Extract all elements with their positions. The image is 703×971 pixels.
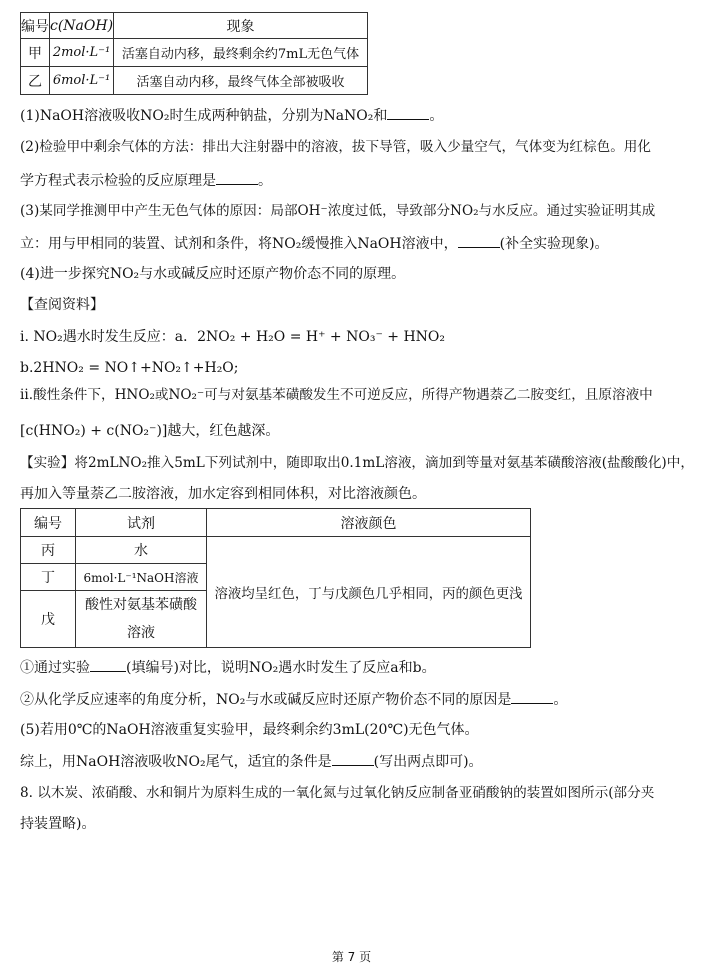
question-5: (5)若用0℃的NaOH溶液重复实验甲，最终剩余约3mL(20℃)无色气体。 <box>20 722 479 738</box>
row-id: 乙 <box>21 67 50 95</box>
table-nitrogen-absorption <box>20 12 368 95</box>
table-row <box>21 67 368 95</box>
question-1: (1)NaOH溶液吸收NO₂时生成两种钠盐，分别为NaNO₂和 。 <box>20 105 443 126</box>
header-concentration: c(NaOH) <box>50 13 114 39</box>
row-id: 甲 <box>21 39 50 67</box>
row-reagent: 水 <box>76 537 207 564</box>
question-2-line2: 学方程式表示检验的反应原理是 。 <box>20 170 272 191</box>
row-reagent: 酸性对氨基苯磺酸溶液 <box>76 591 207 648</box>
question-3-line1: (3)某同学推测甲中产生无色气体的原因：局部OH⁻浓度过低，导致部分NO₂与水反应。通过实验证明其成 <box>20 203 656 219</box>
row-id: 丁 <box>21 564 76 591</box>
reference-i: i. NO₂遇水时发生反应：a．2NO₂ + H₂O = H⁺ + NO₃⁻ + HNO₂ <box>20 329 446 345</box>
experiment-line2: 再加入等量萘乙二胺溶液，加水定容到相同体积，对比溶液颜色。 <box>20 486 426 502</box>
row-conc: 6mol·L⁻¹ <box>50 67 114 95</box>
question-2-line1: (2)检验甲中剩余气体的方法：排出大注射器中的溶液，拔下导管，吸入少量空气，气体变为红棕色。用化 <box>20 139 651 155</box>
table-row <box>21 537 531 564</box>
table-row <box>21 39 368 67</box>
question-4-2: ②从化学反应速率的角度分析，NO₂与水或碱反应时还原产物价态不同的原因是 。 <box>20 689 567 710</box>
question-3-line2: 立：用与甲相同的装置、试剂和条件，将NO₂缓慢推入NaOH溶液中， (补全实验现象)。 <box>20 233 609 254</box>
experiment-line1: 【实验】将2mLNO₂推入5mL下列试剂中，随即取出0.1mL溶液，滴加到等量对氨基苯磺酸溶液(盐酸酸化)中， <box>20 455 694 471</box>
row-phenomenon: 活塞自动内移，最终剩余约7mL无色气体 <box>114 39 368 67</box>
answer-blank[interactable] <box>216 170 258 185</box>
row-conc: 2mol·L⁻¹ <box>50 39 114 67</box>
reference-b: b.2HNO₂ = NO↑+NO₂↑+H₂O; <box>20 360 239 376</box>
question-4: (4)进一步探究NO₂与水或碱反应时还原产物价态不同的原理。 <box>20 266 406 282</box>
answer-blank[interactable] <box>387 105 429 120</box>
summary: 综上，用NaOH溶液吸收NO₂尾气，适宜的条件是 (写出两点即可)。 <box>20 751 483 772</box>
header-phenomenon: 现象 <box>114 13 368 39</box>
header-reagent: 试剂 <box>76 509 207 537</box>
reference-ii: ii.酸性条件下，HNO₂或NO₂⁻可与对氨基苯磺酸发生不可逆反应，所得产物遇萘乙二胺变红，且原溶液中 <box>20 387 653 403</box>
question-8-line1: 8. 以木炭、浓硝酸、水和铜片为原料生成的一氧化氮与过氧化钠反应制备亚硝酸钠的装置如图所示(部分夹 <box>20 785 655 801</box>
question-4-1: ①通过实验 (填编号)对比，说明NO₂遇水时发生了反应a和b。 <box>20 657 436 678</box>
question-8-line2: 持装置略)。 <box>20 816 96 832</box>
row-phenomenon: 活塞自动内移，最终气体全部被吸收 <box>114 67 368 95</box>
reference-title: 【查阅资料】 <box>20 297 104 313</box>
row-id: 戊 <box>21 591 76 648</box>
table-color-comparison <box>20 508 531 648</box>
answer-blank[interactable] <box>458 233 500 248</box>
header-color: 溶液颜色 <box>207 509 531 537</box>
answer-blank[interactable] <box>90 657 126 672</box>
answer-blank[interactable] <box>511 689 553 704</box>
answer-blank[interactable] <box>332 751 374 766</box>
row-reagent: 6mol·L⁻¹NaOH溶液 <box>76 564 207 591</box>
reference-ii-cont: [c(HNO₂) + c(NO₂⁻)]越大，红色越深。 <box>20 423 280 439</box>
header-id: 编号 <box>21 509 76 537</box>
page-number: 第 7 页 <box>331 950 372 964</box>
header-id: 编号 <box>21 13 50 39</box>
color-result: 溶液均呈红色，丁与戊颜色几乎相同，丙的颜色更浅 <box>207 537 531 648</box>
row-id: 丙 <box>21 537 76 564</box>
